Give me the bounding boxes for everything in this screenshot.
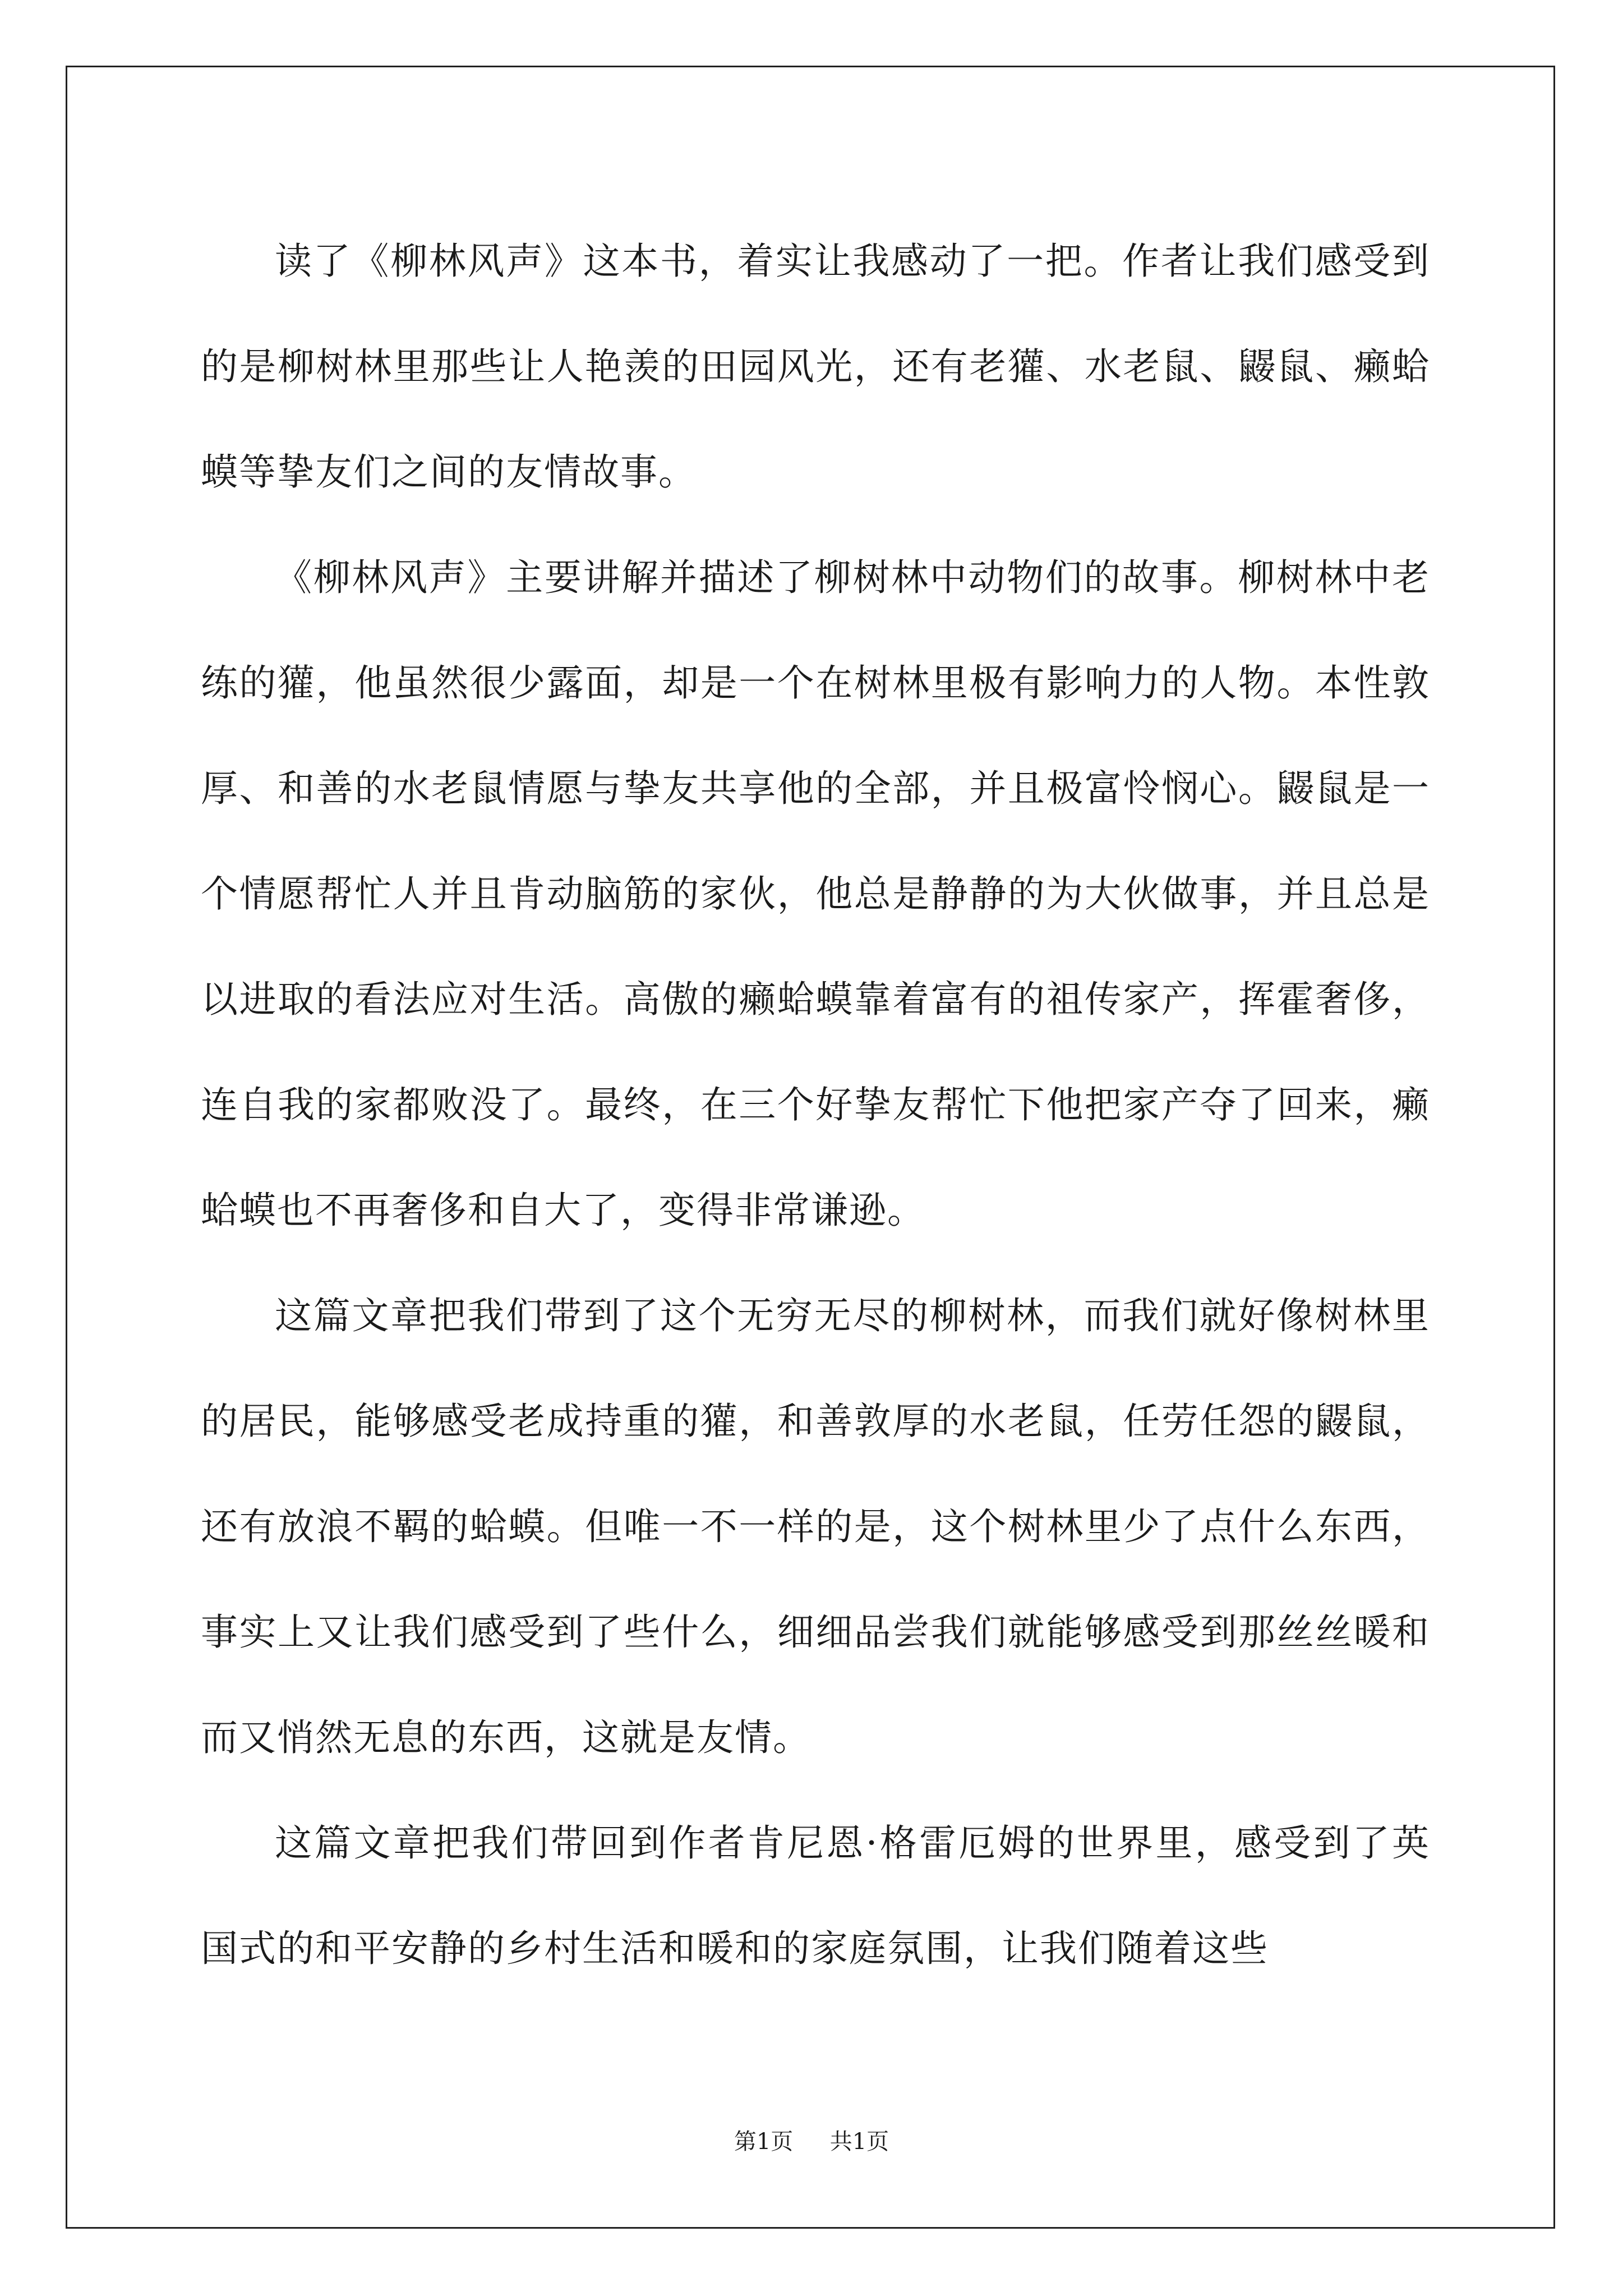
paragraph-2: 《柳林风声》主要讲解并描述了柳树林中动物们的故事。柳树林中老练的獾，他虽然很少露面，却是一个在树林里极有影响力的人物。本性敦厚、和善的水老鼠情愿与挚友共享他的全部，并且极富怜悯心。鼹鼠是一个情愿帮忙人并且肯动脑筋的家伙，他总是静静的为大伙做事，并且总是以进取的看法应对生活。高傲的癞蛤蟆靠着富有的祖传家产，挥霍奢侈，连自我的家都败没了。最终，在三个好挚友帮忙下他把家产夺了回来，癞蛤蟆也不再奢侈和自大了，变得非常谦逊。 (201, 556, 1430, 1232)
paragraph-3: 这篇文章把我们带到了这个无穷无尽的柳树林，而我们就好像树林里的居民，能够感受老成持重的獾，和善敦厚的水老鼠，任劳任怨的鼹鼠，还有放浪不羁的蛤蟆。但唯一不一样的是，这个树林里少了点什么东西，事实上又让我们感受到了些什么，细细品尝我们就能够感受到那丝丝暖和而又悄然无息的东西，这就是友情。 (201, 1294, 1430, 1759)
page-footer (0, 2125, 1623, 2159)
page-number: 第1页 (734, 2129, 794, 2155)
page-total: 共1页 (829, 2129, 889, 2155)
document-body (201, 209, 1430, 2001)
paragraph-4: 这篇文章把我们带回到作者肯尼恩·格雷厄姆的世界里，感受到了英国式的和平安静的乡村生活和暖和的家庭氛围，让我们随着这些 (201, 1821, 1430, 1970)
paragraph-1: 读了《柳林风声》这本书，着实让我感动了一把。作者让我们感受到的是柳树林里那些让人艳羡的田园风光，还有老獾、水老鼠、鼹鼠、癞蛤蟆等挚友们之间的友情故事。 (201, 240, 1430, 494)
